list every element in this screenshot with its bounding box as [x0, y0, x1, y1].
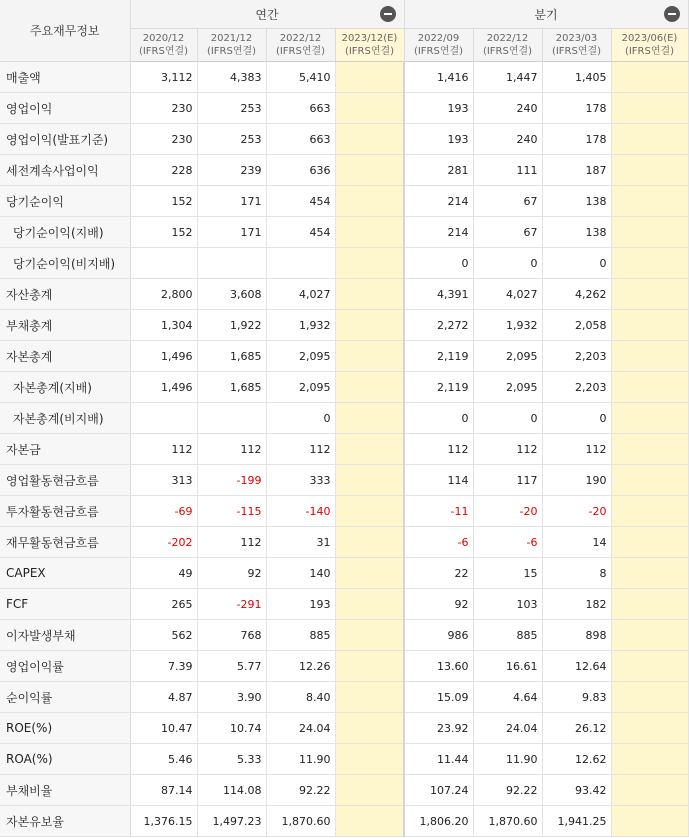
value-cell — [335, 341, 404, 372]
row-label: 자본금 — [0, 434, 130, 465]
value-cell — [611, 775, 688, 806]
basis-label: (IFRS연결) — [413, 46, 464, 57]
table-row — [0, 775, 688, 806]
value-cell: 0 — [266, 403, 335, 434]
period-label: 2023/12(E) — [341, 33, 398, 44]
value-cell: 24.04 — [473, 713, 542, 744]
value-cell — [611, 558, 688, 589]
value-cell: 3,112 — [130, 62, 197, 93]
value-cell: 2,272 — [404, 310, 473, 341]
table-row — [0, 496, 688, 527]
table-row — [0, 217, 688, 248]
value-cell — [611, 620, 688, 651]
period-label: 2022/12 — [279, 33, 322, 44]
value-cell: 4,027 — [473, 279, 542, 310]
row-label: 이자발생부채 — [0, 620, 130, 651]
value-cell: 2,119 — [404, 341, 473, 372]
value-cell — [335, 589, 404, 620]
row-label: 순이익률 — [0, 682, 130, 713]
value-cell: 230 — [130, 124, 197, 155]
table-row — [0, 589, 688, 620]
value-cell: 193 — [266, 589, 335, 620]
value-cell — [611, 248, 688, 279]
value-cell: 178 — [542, 124, 611, 155]
value-cell — [611, 713, 688, 744]
value-cell: 1,497.23 — [197, 806, 266, 837]
value-cell: 1,685 — [197, 372, 266, 403]
value-cell: 8 — [542, 558, 611, 589]
value-cell: 0 — [404, 248, 473, 279]
value-cell: 1,304 — [130, 310, 197, 341]
value-cell — [335, 496, 404, 527]
value-cell — [611, 496, 688, 527]
row-label: 당기순이익 — [0, 186, 130, 217]
value-cell: 178 — [542, 93, 611, 124]
value-cell: 112 — [266, 434, 335, 465]
row-label: 영업활동현금흐름 — [0, 465, 130, 496]
value-cell: 4,383 — [197, 62, 266, 93]
row-label: 영업이익률 — [0, 651, 130, 682]
value-cell — [335, 775, 404, 806]
value-cell: 313 — [130, 465, 197, 496]
row-label: 당기순이익(지배) — [0, 217, 130, 248]
table-row — [0, 403, 688, 434]
value-cell: 171 — [197, 186, 266, 217]
collapse-quarterly-icon[interactable] — [664, 6, 680, 22]
value-cell: 11.44 — [404, 744, 473, 775]
value-cell: 107.24 — [404, 775, 473, 806]
value-cell — [611, 155, 688, 186]
row-label: 자본유보율 — [0, 806, 130, 837]
table-row — [0, 527, 688, 558]
table-row — [0, 279, 688, 310]
value-cell: 663 — [266, 93, 335, 124]
table-row — [0, 93, 688, 124]
value-cell: 0 — [542, 248, 611, 279]
value-cell: -11 — [404, 496, 473, 527]
value-cell — [611, 341, 688, 372]
value-cell: 26.12 — [542, 713, 611, 744]
value-cell: 4,027 — [266, 279, 335, 310]
value-cell: 24.04 — [266, 713, 335, 744]
value-cell: 112 — [130, 434, 197, 465]
value-cell: 4,262 — [542, 279, 611, 310]
basis-label: (IFRS연결) — [138, 46, 189, 57]
value-cell: 253 — [197, 124, 266, 155]
value-cell — [335, 434, 404, 465]
table-row — [0, 558, 688, 589]
corner-header: 주요재무정보 — [0, 0, 130, 62]
value-cell — [335, 124, 404, 155]
value-cell — [611, 310, 688, 341]
value-cell — [611, 682, 688, 713]
value-cell: 2,058 — [542, 310, 611, 341]
table-row — [0, 744, 688, 775]
quarter-period-header — [542, 29, 611, 62]
value-cell: 67 — [473, 217, 542, 248]
period-label: 2022/09 — [417, 33, 460, 44]
row-label: ROE(%) — [0, 713, 130, 744]
value-cell: 49 — [130, 558, 197, 589]
value-cell: 1,496 — [130, 372, 197, 403]
value-cell: 112 — [473, 434, 542, 465]
value-cell: -115 — [197, 496, 266, 527]
value-cell: 2,095 — [266, 372, 335, 403]
value-cell: 253 — [197, 93, 266, 124]
value-cell — [335, 248, 404, 279]
value-cell — [130, 403, 197, 434]
table-row — [0, 434, 688, 465]
value-cell: 240 — [473, 93, 542, 124]
value-cell: 240 — [473, 124, 542, 155]
value-cell — [335, 62, 404, 93]
value-cell: 152 — [130, 186, 197, 217]
value-cell: 138 — [542, 186, 611, 217]
value-cell: 13.60 — [404, 651, 473, 682]
value-cell: 281 — [404, 155, 473, 186]
value-cell: -6 — [404, 527, 473, 558]
row-label: 자본총계(지배) — [0, 372, 130, 403]
table-row — [0, 651, 688, 682]
value-cell: 112 — [197, 527, 266, 558]
value-cell: 1,405 — [542, 62, 611, 93]
row-label: 영업이익(발표기준) — [0, 124, 130, 155]
value-cell: 562 — [130, 620, 197, 651]
value-cell: 214 — [404, 186, 473, 217]
value-cell: 112 — [197, 434, 266, 465]
annual-period-header — [266, 29, 335, 62]
table-row — [0, 682, 688, 713]
value-cell — [611, 434, 688, 465]
period-label: 2023/06(E) — [621, 33, 678, 44]
basis-label: (IFRS연결) — [344, 46, 395, 57]
value-cell — [611, 186, 688, 217]
value-cell: 190 — [542, 465, 611, 496]
value-cell: 1,932 — [266, 310, 335, 341]
value-cell — [335, 558, 404, 589]
value-cell: 1,932 — [473, 310, 542, 341]
value-cell — [266, 248, 335, 279]
value-cell — [611, 465, 688, 496]
value-cell: 103 — [473, 589, 542, 620]
value-cell: 9.83 — [542, 682, 611, 713]
value-cell: 10.47 — [130, 713, 197, 744]
value-cell: 898 — [542, 620, 611, 651]
value-cell: 93.42 — [542, 775, 611, 806]
value-cell: 5,410 — [266, 62, 335, 93]
value-cell: 5.77 — [197, 651, 266, 682]
annual-period-header — [197, 29, 266, 62]
value-cell: 12.26 — [266, 651, 335, 682]
value-cell — [335, 93, 404, 124]
table-row — [0, 465, 688, 496]
value-cell: 14 — [542, 527, 611, 558]
value-cell: 1,806.20 — [404, 806, 473, 837]
value-cell — [197, 403, 266, 434]
value-cell: 0 — [542, 403, 611, 434]
quarter-period-header — [404, 29, 473, 62]
value-cell — [611, 372, 688, 403]
value-cell: 1,496 — [130, 341, 197, 372]
value-cell: 636 — [266, 155, 335, 186]
value-cell — [335, 713, 404, 744]
value-cell: 8.40 — [266, 682, 335, 713]
row-label: CAPEX — [0, 558, 130, 589]
value-cell: 15 — [473, 558, 542, 589]
value-cell: -140 — [266, 496, 335, 527]
value-cell: 22 — [404, 558, 473, 589]
value-cell: 2,119 — [404, 372, 473, 403]
value-cell — [130, 248, 197, 279]
value-cell: -20 — [473, 496, 542, 527]
value-cell: 182 — [542, 589, 611, 620]
value-cell: 0 — [473, 248, 542, 279]
value-cell: 140 — [266, 558, 335, 589]
table-row — [0, 310, 688, 341]
value-cell: 2,095 — [473, 341, 542, 372]
value-cell: 193 — [404, 93, 473, 124]
value-cell: 1,941.25 — [542, 806, 611, 837]
row-label: 영업이익 — [0, 93, 130, 124]
value-cell: 16.61 — [473, 651, 542, 682]
value-cell: 5.33 — [197, 744, 266, 775]
basis-label: (IFRS연결) — [551, 46, 602, 57]
value-cell: 1,447 — [473, 62, 542, 93]
value-cell: 152 — [130, 217, 197, 248]
value-cell: 1,685 — [197, 341, 266, 372]
row-label: 자산총계 — [0, 279, 130, 310]
value-cell: 986 — [404, 620, 473, 651]
value-cell: 0 — [404, 403, 473, 434]
value-cell: 112 — [404, 434, 473, 465]
value-cell: 112 — [542, 434, 611, 465]
value-cell — [611, 279, 688, 310]
value-cell — [335, 806, 404, 837]
value-cell: 3,608 — [197, 279, 266, 310]
value-cell — [335, 465, 404, 496]
value-cell — [335, 682, 404, 713]
value-cell — [611, 62, 688, 93]
value-cell — [197, 248, 266, 279]
value-cell — [611, 806, 688, 837]
value-cell: -6 — [473, 527, 542, 558]
value-cell — [335, 279, 404, 310]
row-label: 세전계속사업이익 — [0, 155, 130, 186]
value-cell: 454 — [266, 217, 335, 248]
row-label: 당기순이익(비지배) — [0, 248, 130, 279]
value-cell — [335, 310, 404, 341]
value-cell: 12.64 — [542, 651, 611, 682]
value-cell: 111 — [473, 155, 542, 186]
value-cell: 67 — [473, 186, 542, 217]
value-cell: 10.74 — [197, 713, 266, 744]
value-cell: 5.46 — [130, 744, 197, 775]
value-cell: 31 — [266, 527, 335, 558]
value-cell — [335, 527, 404, 558]
value-cell: 1,870.60 — [266, 806, 335, 837]
quarterly-group-header — [404, 0, 688, 29]
value-cell: 333 — [266, 465, 335, 496]
value-cell: 92.22 — [266, 775, 335, 806]
value-cell — [335, 155, 404, 186]
value-cell: 239 — [197, 155, 266, 186]
table-row — [0, 372, 688, 403]
value-cell: 0 — [473, 403, 542, 434]
value-cell: 4.87 — [130, 682, 197, 713]
value-cell: 663 — [266, 124, 335, 155]
value-cell: 2,203 — [542, 372, 611, 403]
value-cell: 2,800 — [130, 279, 197, 310]
table-row — [0, 62, 688, 93]
value-cell: -69 — [130, 496, 197, 527]
value-cell — [335, 744, 404, 775]
value-cell: -20 — [542, 496, 611, 527]
table-row — [0, 124, 688, 155]
annual-label: 연간 — [255, 7, 279, 22]
quarter-period-header — [473, 29, 542, 62]
table-row — [0, 248, 688, 279]
value-cell: 92 — [404, 589, 473, 620]
value-cell: 3.90 — [197, 682, 266, 713]
quarterly-label: 분기 — [534, 7, 558, 22]
value-cell: 4,391 — [404, 279, 473, 310]
value-cell — [335, 372, 404, 403]
value-cell: 117 — [473, 465, 542, 496]
value-cell: 2,203 — [542, 341, 611, 372]
value-cell: 454 — [266, 186, 335, 217]
value-cell: 7.39 — [130, 651, 197, 682]
row-label: 자본총계 — [0, 341, 130, 372]
annual-period-header — [335, 29, 404, 62]
value-cell: 193 — [404, 124, 473, 155]
table-row — [0, 155, 688, 186]
value-cell — [611, 527, 688, 558]
value-cell: 12.62 — [542, 744, 611, 775]
value-cell: -199 — [197, 465, 266, 496]
annual-period-header — [130, 29, 197, 62]
value-cell: 87.14 — [130, 775, 197, 806]
value-cell — [611, 93, 688, 124]
basis-label: (IFRS연결) — [482, 46, 533, 57]
table-row — [0, 713, 688, 744]
value-cell — [335, 403, 404, 434]
value-cell: 187 — [542, 155, 611, 186]
table-row — [0, 620, 688, 651]
value-cell: 138 — [542, 217, 611, 248]
row-label: 투자활동현금흐름 — [0, 496, 130, 527]
value-cell: 265 — [130, 589, 197, 620]
row-label: 부채총계 — [0, 310, 130, 341]
basis-label: (IFRS연결) — [275, 46, 326, 57]
row-label: 자본총계(비지배) — [0, 403, 130, 434]
value-cell: 1,922 — [197, 310, 266, 341]
value-cell: 228 — [130, 155, 197, 186]
value-cell — [335, 186, 404, 217]
value-cell: 885 — [266, 620, 335, 651]
table-row — [0, 186, 688, 217]
row-label: FCF — [0, 589, 130, 620]
value-cell: 1,376.15 — [130, 806, 197, 837]
value-cell: 15.09 — [404, 682, 473, 713]
value-cell — [611, 403, 688, 434]
value-cell: 1,416 — [404, 62, 473, 93]
value-cell: 92.22 — [473, 775, 542, 806]
quarter-period-header — [611, 29, 688, 62]
table-row — [0, 341, 688, 372]
value-cell — [611, 217, 688, 248]
row-label: 재무활동현금흐름 — [0, 527, 130, 558]
period-label: 2023/03 — [555, 33, 598, 44]
period-label: 2020/12 — [142, 33, 185, 44]
value-cell — [335, 217, 404, 248]
row-label: ROA(%) — [0, 744, 130, 775]
value-cell: -291 — [197, 589, 266, 620]
period-label: 2021/12 — [210, 33, 253, 44]
period-label: 2022/12 — [486, 33, 529, 44]
value-cell: 92 — [197, 558, 266, 589]
value-cell: 114 — [404, 465, 473, 496]
collapse-annual-icon[interactable] — [380, 6, 396, 22]
annual-group-header — [130, 0, 404, 29]
value-cell — [611, 651, 688, 682]
value-cell — [611, 589, 688, 620]
value-cell — [335, 620, 404, 651]
table-row — [0, 806, 688, 837]
value-cell: 114.08 — [197, 775, 266, 806]
value-cell — [611, 124, 688, 155]
value-cell: 171 — [197, 217, 266, 248]
value-cell: 11.90 — [266, 744, 335, 775]
value-cell: 2,095 — [266, 341, 335, 372]
value-cell — [611, 744, 688, 775]
basis-label: (IFRS연결) — [624, 46, 675, 57]
row-label: 매출액 — [0, 62, 130, 93]
value-cell: 11.90 — [473, 744, 542, 775]
basis-label: (IFRS연결) — [206, 46, 257, 57]
value-cell: 4.64 — [473, 682, 542, 713]
value-cell: 23.92 — [404, 713, 473, 744]
value-cell: -202 — [130, 527, 197, 558]
value-cell: 885 — [473, 620, 542, 651]
row-label: 부채비율 — [0, 775, 130, 806]
value-cell: 230 — [130, 93, 197, 124]
value-cell: 2,095 — [473, 372, 542, 403]
value-cell: 214 — [404, 217, 473, 248]
value-cell: 768 — [197, 620, 266, 651]
value-cell: 1,870.60 — [473, 806, 542, 837]
value-cell — [335, 651, 404, 682]
